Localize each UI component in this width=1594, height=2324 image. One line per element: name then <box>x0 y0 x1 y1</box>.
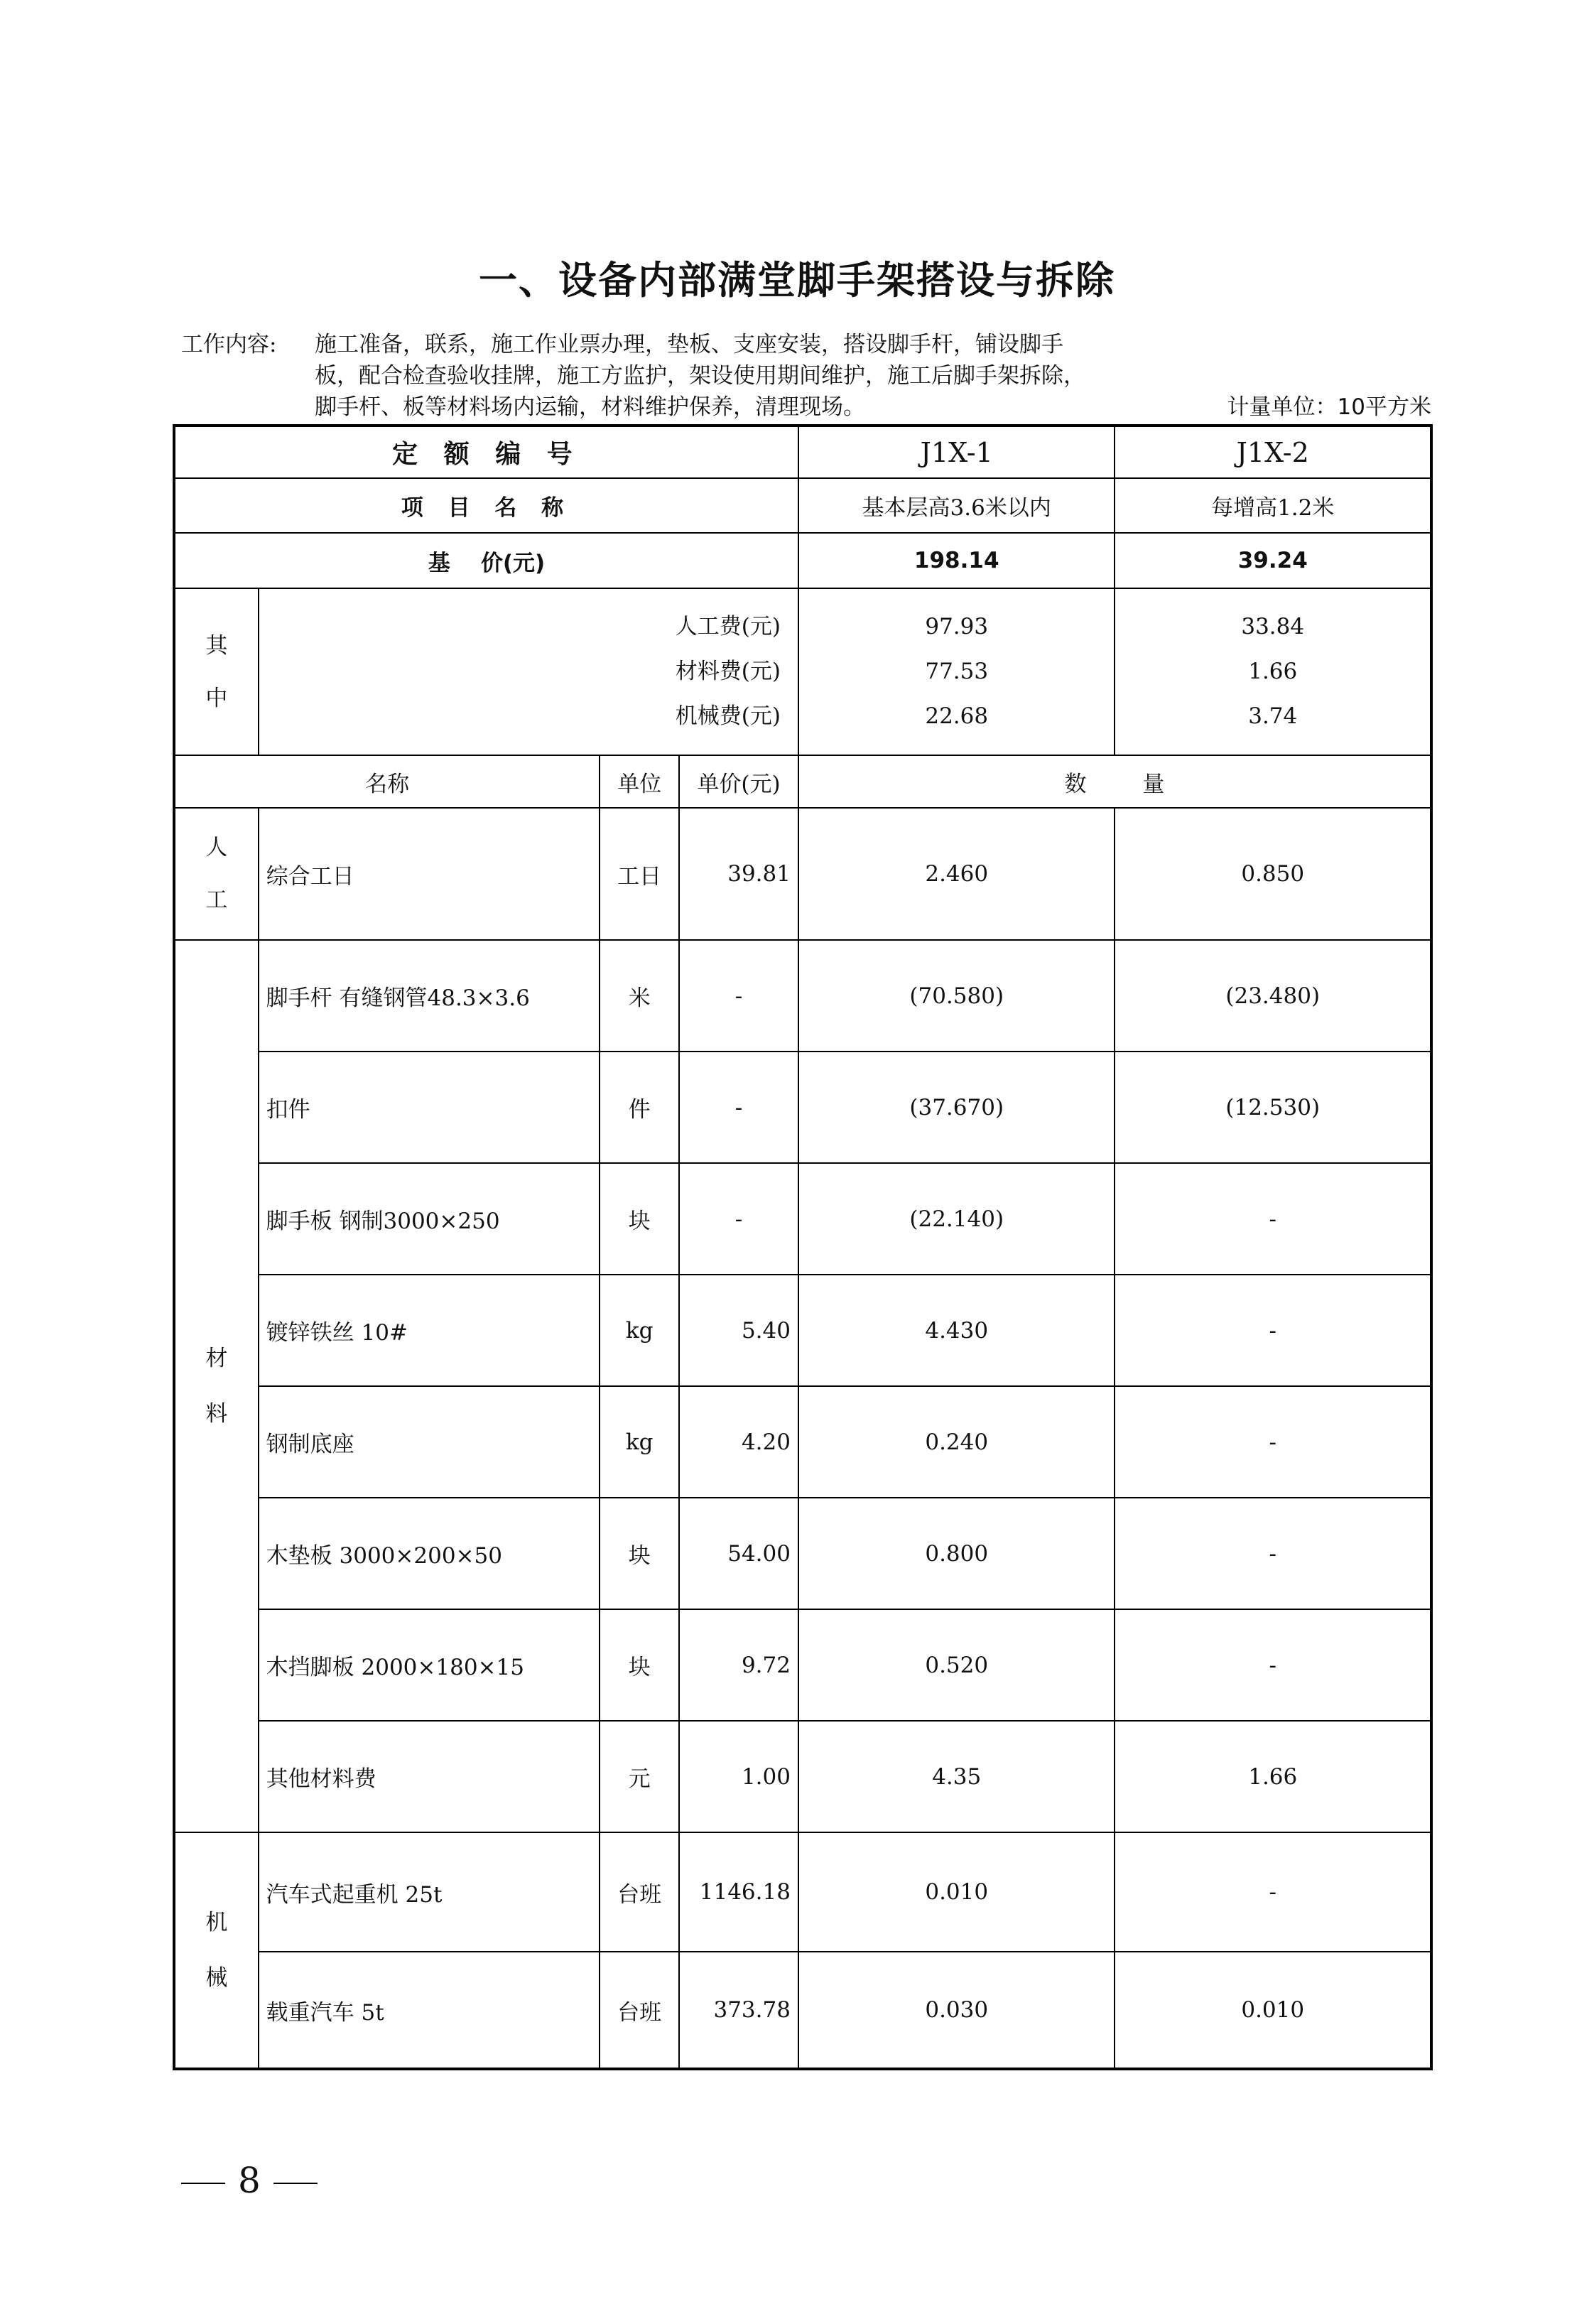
page-title: 一、设备内部满堂脚手架搭设与拆除 <box>479 258 1115 303</box>
work-content-label: 工作内容: <box>181 332 277 357</box>
row-qty: 4.430 <box>798 1275 1115 1386</box>
row-qty: 4.35 <box>798 1721 1115 1832</box>
row-qty: (23.480) <box>1115 940 1431 1052</box>
row-price: 1146.18 <box>679 1832 798 1952</box>
row-price: 5.40 <box>679 1275 798 1386</box>
column-header-price: 单价(元) <box>679 755 798 808</box>
material-cost: 77.53 <box>925 659 989 684</box>
cost-values <box>1115 588 1431 755</box>
row-price: 1.00 <box>679 1721 798 1832</box>
material-cost: 1.66 <box>1248 659 1298 684</box>
row-unit: 工日 <box>600 808 679 940</box>
row-name: 载重汽车 5t <box>259 1952 600 2069</box>
column-header-quantity: 数 量 <box>798 755 1431 808</box>
dash-ornament <box>273 2183 318 2184</box>
table-row <box>174 1832 1431 1952</box>
row-unit: 块 <box>600 1609 679 1721</box>
cost-labels <box>259 588 798 755</box>
machine-cost: 22.68 <box>925 703 989 729</box>
row-qty: - <box>1115 1609 1431 1721</box>
among-label-text: 其中 <box>205 632 228 711</box>
machine-cost: 3.74 <box>1248 703 1298 729</box>
base-price-row <box>174 533 1431 588</box>
machine-category-label: 机械 <box>205 1910 228 1991</box>
table-row <box>174 808 1431 940</box>
item-name-label: 项 目 名 称 <box>174 478 798 533</box>
among-label <box>174 588 259 755</box>
row-qty: 0.010 <box>798 1832 1115 1952</box>
row-price: 54.00 <box>679 1498 798 1609</box>
labor-cost-label: 人工费(元) <box>675 614 781 639</box>
row-unit: 台班 <box>600 1832 679 1952</box>
table-row <box>174 1275 1431 1386</box>
row-qty: (22.140) <box>798 1163 1115 1275</box>
base-price: 198.14 <box>798 533 1115 588</box>
page-number-text: 8 <box>238 2160 261 2201</box>
row-name: 脚手杆 有缝钢管48.3×3.6 <box>259 940 600 1052</box>
row-qty: 0.850 <box>1115 808 1431 940</box>
row-qty: 2.460 <box>798 808 1115 940</box>
row-name: 镀锌铁丝 10# <box>259 1275 600 1386</box>
quota-code: J1X-2 <box>1115 426 1431 478</box>
row-name: 扣件 <box>259 1052 600 1163</box>
row-qty: 0.520 <box>798 1609 1115 1721</box>
row-unit: kg <box>600 1386 679 1498</box>
column-header-row <box>174 755 1431 808</box>
labor-cost: 97.93 <box>925 614 989 639</box>
row-qty: 0.800 <box>798 1498 1115 1609</box>
row-price: 4.20 <box>679 1386 798 1498</box>
row-unit: 米 <box>600 940 679 1052</box>
table-row <box>174 1952 1431 2069</box>
labor-cost: 33.84 <box>1241 614 1305 639</box>
row-qty: (12.530) <box>1115 1052 1431 1163</box>
row-qty: - <box>1115 1386 1431 1498</box>
row-qty: 0.030 <box>798 1952 1115 2069</box>
material-cost-label: 材料费(元) <box>675 659 781 684</box>
row-name: 综合工日 <box>259 808 600 940</box>
work-content-line: 脚手杆、板等材料场内运输，材料维护保养，清理现场。 <box>315 394 865 420</box>
machine-category <box>174 1832 259 2069</box>
row-qty: (70.580) <box>798 940 1115 1052</box>
row-name: 其他材料费 <box>259 1721 600 1832</box>
row-name: 木垫板 3000×200×50 <box>259 1498 600 1609</box>
labor-category <box>174 808 259 940</box>
machine-cost-label: 机械费(元) <box>675 703 781 729</box>
item-name: 基本层高3.6米以内 <box>798 478 1115 533</box>
row-price: - <box>679 1052 798 1163</box>
row-unit: 块 <box>600 1498 679 1609</box>
material-category <box>174 940 259 1832</box>
row-unit: kg <box>600 1275 679 1386</box>
column-header-unit: 单位 <box>600 755 679 808</box>
row-qty: - <box>1115 1163 1431 1275</box>
row-unit: 块 <box>600 1163 679 1275</box>
row-qty: - <box>1115 1832 1431 1952</box>
dash-ornament <box>181 2183 225 2184</box>
base-price-label: 基 价(元) <box>174 533 798 588</box>
quota-number-row <box>174 426 1431 478</box>
row-price: - <box>679 1163 798 1275</box>
row-qty: - <box>1115 1275 1431 1386</box>
cost-breakdown-row <box>174 588 1431 755</box>
row-unit: 件 <box>600 1052 679 1163</box>
row-unit: 台班 <box>600 1952 679 2069</box>
item-name: 每增高1.2米 <box>1115 478 1431 533</box>
row-name: 汽车式起重机 25t <box>259 1832 600 1952</box>
row-name: 脚手板 钢制3000×250 <box>259 1163 600 1275</box>
quota-code: J1X-1 <box>798 426 1115 478</box>
work-content-line: 施工准备，联系，施工作业票办理，垫板、支座安装，搭设脚手杆，铺设脚手 <box>315 332 1063 357</box>
work-content-line: 板，配合检查验收挂牌，施工方监护，架设使用期间维护，施工后脚手架拆除， <box>315 363 1085 389</box>
labor-category-label: 人工 <box>205 835 228 913</box>
column-header-name: 名称 <box>174 755 600 808</box>
item-name-row <box>174 478 1431 533</box>
quota-number-label: 定 额 编 号 <box>174 426 798 478</box>
row-qty: 0.240 <box>798 1386 1115 1498</box>
row-price: - <box>679 940 798 1052</box>
row-name: 钢制底座 <box>259 1386 600 1498</box>
table-row <box>174 1163 1431 1275</box>
row-price: 39.81 <box>679 808 798 940</box>
table-row <box>174 940 1431 1052</box>
quota-table <box>173 424 1433 2070</box>
table-row <box>174 1498 1431 1609</box>
table-row <box>174 1609 1431 1721</box>
row-qty: (37.670) <box>798 1052 1115 1163</box>
table-row <box>174 1052 1431 1163</box>
cost-values <box>798 588 1115 755</box>
material-category-label: 材料 <box>205 1346 228 1427</box>
table-row <box>174 1386 1431 1498</box>
base-price: 39.24 <box>1115 533 1431 588</box>
row-qty: 1.66 <box>1115 1721 1431 1832</box>
row-unit: 元 <box>600 1721 679 1832</box>
row-price: 373.78 <box>679 1952 798 2069</box>
table-row <box>174 1721 1431 1832</box>
row-qty: 0.010 <box>1115 1952 1431 2069</box>
row-name: 木挡脚板 2000×180×15 <box>259 1609 600 1721</box>
measure-unit: 计量单位：10平方米 <box>1227 394 1431 420</box>
row-qty: - <box>1115 1498 1431 1609</box>
page-number <box>181 2160 330 2201</box>
row-price: 9.72 <box>679 1609 798 1721</box>
